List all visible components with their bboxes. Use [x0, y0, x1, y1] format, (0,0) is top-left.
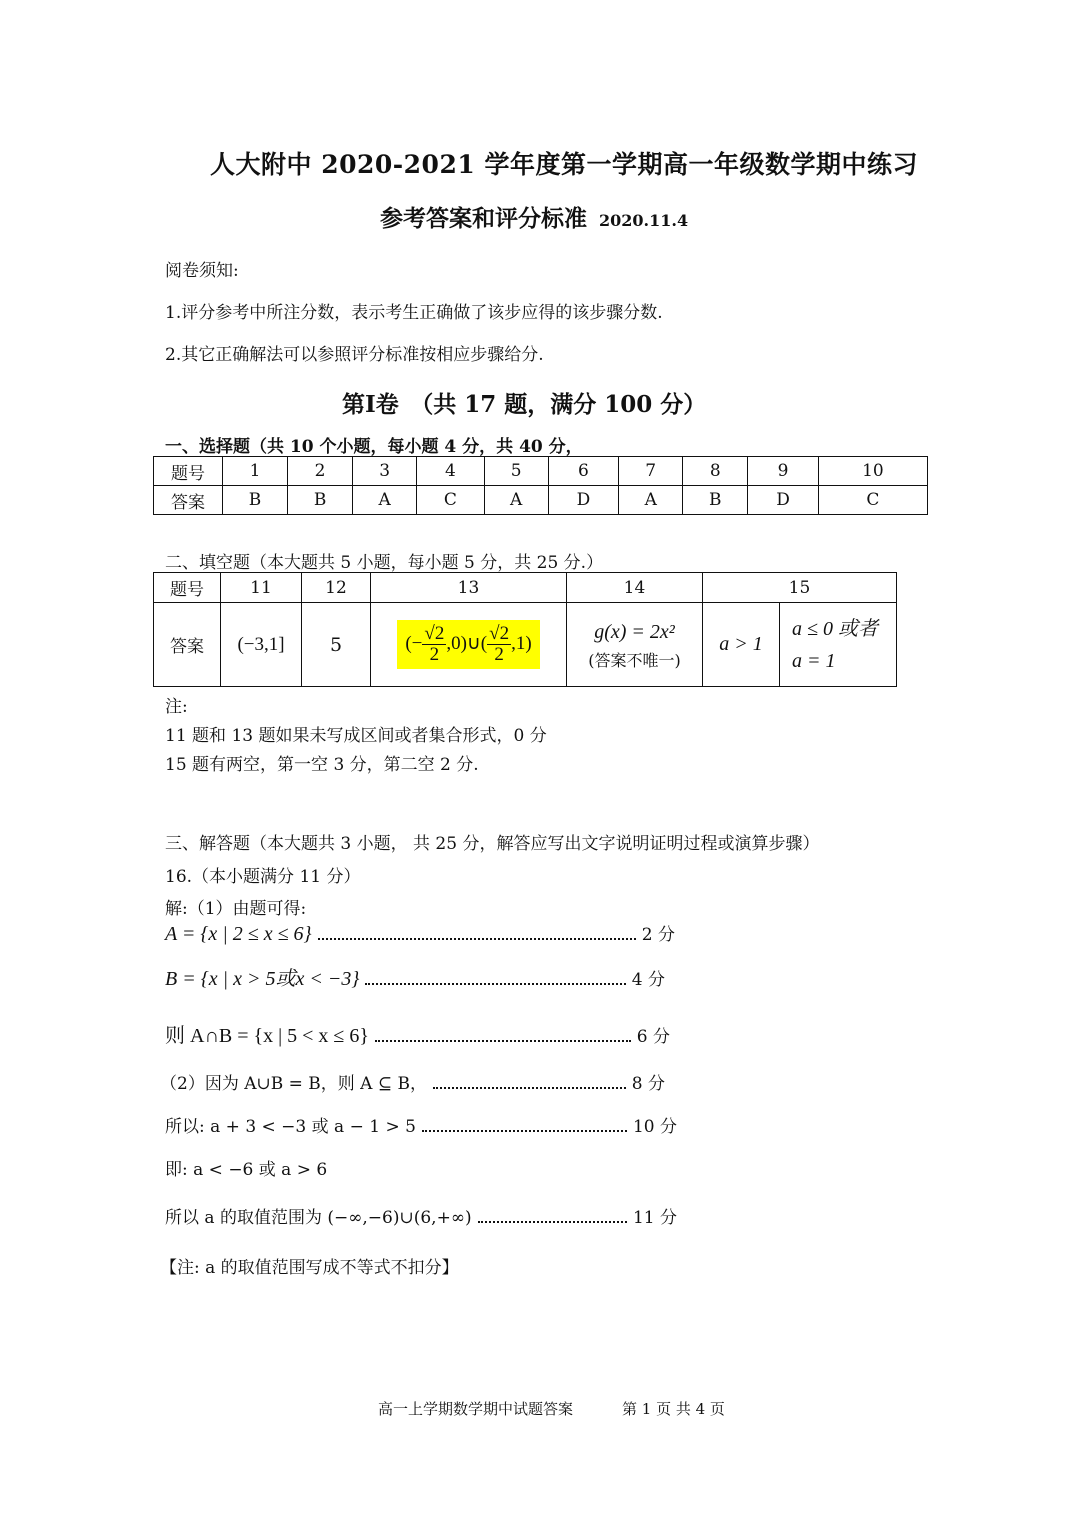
- page-indicator: 第 1 页 共 4 页: [622, 1400, 725, 1418]
- question-number: 2: [288, 457, 353, 486]
- section2-note-label: 注:: [165, 697, 188, 717]
- answer-14-note: (答案不唯一): [588, 650, 681, 670]
- page-title: 人大附中 2020-2021 学年度第一学期高一年级数学期中练习: [210, 150, 918, 179]
- section2-heading: 二、填空题（本大题共 5 小题，每小题 5 分，共 25 分.）: [165, 553, 604, 573]
- multiple-choice-table: [153, 456, 928, 515]
- answer-14-main: g(x) = 2x²: [594, 620, 675, 643]
- answer-cell: A: [353, 486, 417, 515]
- fraction-denominator: 2: [429, 644, 440, 665]
- answer-15b: [780, 603, 897, 687]
- question-16-title: 16.（本小题满分 11 分）: [165, 867, 361, 887]
- solution-text: 所以: a + 3 < −3 或 a − 1 > 5: [165, 1117, 416, 1137]
- question-number: 14: [567, 573, 703, 603]
- fraction: [422, 624, 446, 665]
- fraction: [487, 624, 511, 665]
- table-row: [154, 486, 928, 515]
- fill-in-table: [153, 572, 897, 687]
- question-16-part1: 解:（1）由题可得:: [165, 899, 307, 919]
- dot-leader: [365, 983, 625, 985]
- question-number: 15: [703, 573, 897, 603]
- dot-leader: [422, 1130, 627, 1132]
- solution-line-1: [165, 920, 675, 946]
- solution-line-6: 即: a < −6 或 a > 6: [165, 1160, 328, 1180]
- question-number: 10: [818, 457, 927, 486]
- row-label: 答案: [154, 603, 221, 687]
- answer-cell: B: [683, 486, 748, 515]
- question-number: 1: [223, 457, 288, 486]
- row-label: 题号: [154, 457, 223, 486]
- answer-15b-line2: a = 1: [792, 649, 836, 672]
- question-number: 5: [484, 457, 548, 486]
- score-label: 6 分: [636, 1027, 670, 1047]
- answer-cell: C: [417, 486, 485, 515]
- dot-leader: [318, 938, 636, 940]
- volume-title: 第Ⅰ卷 （共 17 题，满分 100 分）: [342, 391, 707, 418]
- answer-13-close: ,1): [511, 632, 532, 654]
- dot-leader: [478, 1221, 627, 1223]
- solution-line-5: [165, 1112, 677, 1137]
- score-label: 4 分: [631, 970, 665, 990]
- notes-heading: 阅卷须知:: [165, 261, 239, 281]
- answer-15a: a > 1: [703, 603, 780, 687]
- answer-13-open: (−: [405, 632, 423, 654]
- section3-heading: 三、解答题（本大题共 3 小题， 共 25 分，解答应写出文字说明证明过程或演算步骤）: [165, 834, 820, 854]
- solution-line-2: [165, 962, 665, 991]
- score-label: 2 分: [641, 925, 675, 945]
- question-number: 3: [353, 457, 417, 486]
- answer-cell: A: [619, 486, 683, 515]
- question-number: 8: [683, 457, 748, 486]
- table-row: [154, 573, 897, 603]
- answer-11: (−3,1]: [221, 603, 302, 687]
- page-subtitle: [380, 200, 688, 233]
- answer-13: [371, 603, 567, 687]
- answer-cell: B: [288, 486, 353, 515]
- fraction-numerator: √2: [489, 623, 510, 645]
- fraction-numerator: √2: [424, 623, 445, 645]
- fraction-denominator: 2: [494, 644, 504, 665]
- question-number: 12: [302, 573, 371, 603]
- footer-left: 高一上学期数学期中试题答案: [378, 1400, 574, 1418]
- score-label: 11 分: [632, 1208, 677, 1228]
- question-number: 9: [748, 457, 819, 486]
- dot-leader: [375, 1040, 631, 1042]
- section1-heading: 一、选择题（共 10 个小题，每小题 4 分，共 40 分，: [165, 437, 583, 457]
- answer-cell: D: [748, 486, 819, 515]
- question-number: 11: [221, 573, 302, 603]
- score-label: 10 分: [632, 1117, 677, 1137]
- highlighted-answer: [397, 620, 539, 669]
- solution-line-3: [165, 1019, 670, 1048]
- final-note: 【注: a 的取值范围写成不等式不扣分】: [160, 1258, 459, 1278]
- solution-text: 所以 a 的取值范围为 (−∞,−6)∪(6,+∞): [165, 1208, 472, 1228]
- subtitle-text: 参考答案和评分标准: [380, 205, 587, 232]
- document-date: 2020.11.4: [599, 211, 689, 230]
- solution-text: 则 A∩B = {x | 5 < x ≤ 6}: [165, 1025, 369, 1047]
- answer-12: 5: [302, 603, 371, 687]
- solution-text: B = {x | x > 5或x < −3}: [165, 968, 360, 990]
- answer-14: [567, 603, 703, 687]
- answer-cell: C: [818, 486, 927, 515]
- answer-cell: B: [223, 486, 288, 515]
- section2-note-1: 11 题和 13 题如果未写成区间或者集合形式，0 分: [165, 726, 547, 746]
- solution-text: （2）因为 A∪B = B，则 A ⊆ B，: [160, 1074, 428, 1094]
- section2-note-2: 15 题有两空，第一空 3 分，第二空 2 分.: [165, 755, 479, 775]
- question-number: 13: [371, 573, 567, 603]
- answer-13-mid: ,0)∪(: [446, 632, 488, 654]
- answer-cell: D: [548, 486, 619, 515]
- row-label: 答案: [154, 486, 223, 515]
- solution-text: A = {x | 2 ≤ x ≤ 6}: [165, 923, 312, 945]
- table-row: [154, 457, 928, 486]
- question-number: 4: [417, 457, 485, 486]
- score-label: 8 分: [631, 1074, 665, 1094]
- question-number: 6: [548, 457, 619, 486]
- dot-leader: [433, 1087, 626, 1089]
- question-number: 7: [619, 457, 683, 486]
- table-row: [154, 603, 897, 687]
- note-item-2: 2.其它正确解法可以参照评分标准按相应步骤给分.: [165, 345, 544, 365]
- note-item-1: 1.评分参考中所注分数，表示考生正确做了该步应得的该步骤分数.: [165, 303, 663, 323]
- solution-line-4: [160, 1069, 665, 1094]
- solution-line-7: [165, 1203, 677, 1228]
- row-label: 题号: [154, 573, 221, 603]
- answer-15b-line1: a ≤ 0 或者: [792, 617, 878, 640]
- answer-cell: A: [484, 486, 548, 515]
